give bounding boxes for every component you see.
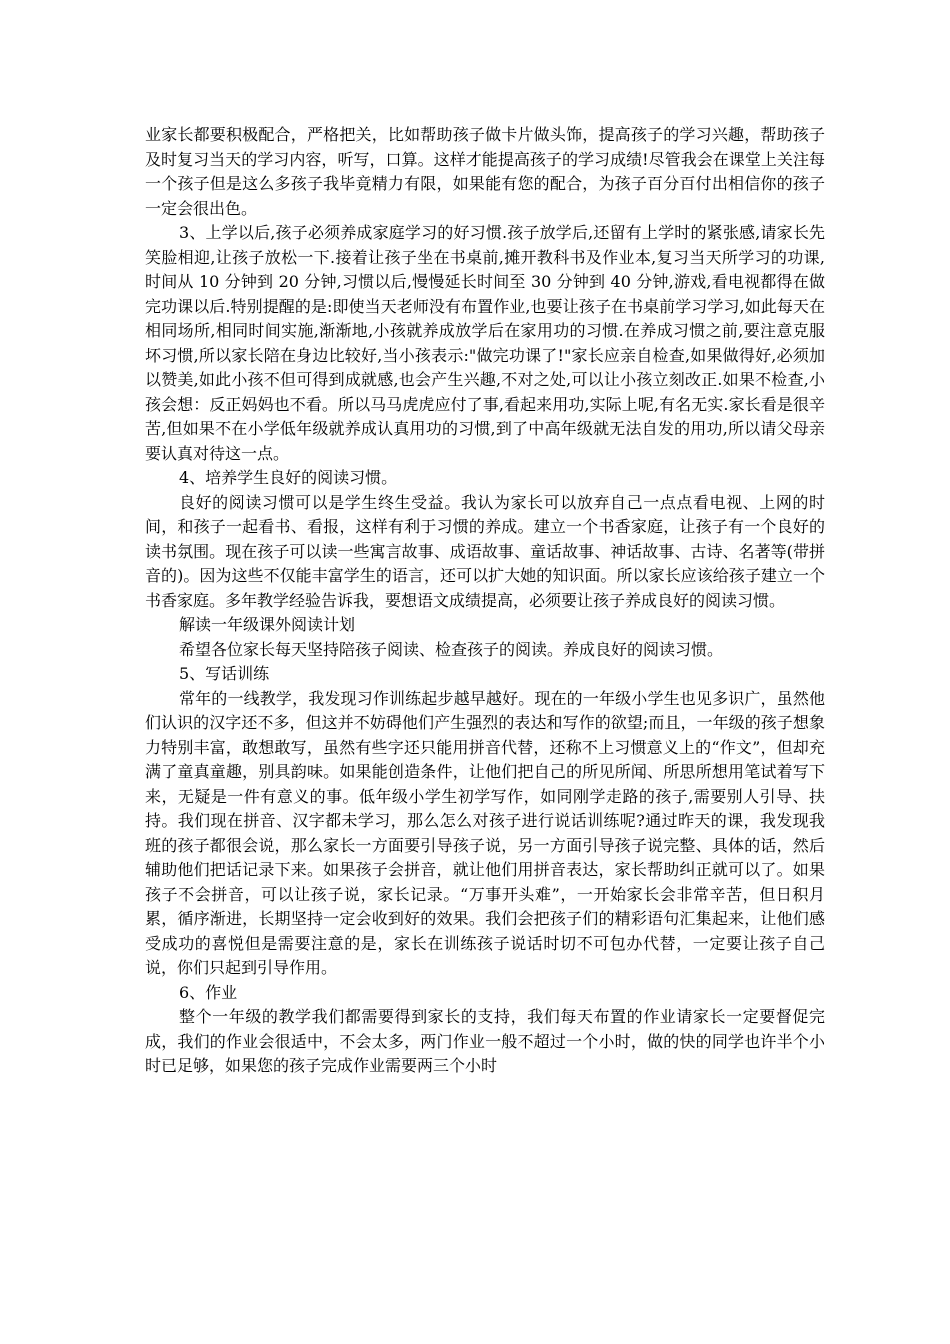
- section-heading-homework: 6、作业: [179, 982, 238, 1002]
- paragraph-writing-training: 常年的一线教学，我发现习作训练起步越早越好。现在的一年级小学生也见多识广，虽然他们认识的汉字还不多，但这并不妨碍他们产生强烈的表达和写作的欲望;而且，一年级的孩子想象力特别丰富，敢想敢写，虽然有些字还只能用拼音代替，还称不上习惯意义上的“作文”，但却充满了童真童趣，别具韵味。如果能创造条件，让他们把自己的所见所闻、所思所想用笔试着写下来，无疑是一件有意义的事。低年级小学生初学写作，如同刚学走路的孩子,需要别人引导、扶持。我们现在拼音、汉字都未学习，那么怎么对孩子进行说话训练呢?通过昨天的课，我发现我班的孩子都很会说，那么家长一方面要引导孩子说，另一方面引导孩子说完整、具体的话，然后辅助他们把话记录下来。如果孩子会拼音，就让他们用拼音表达，家长帮助纠正就可以了。如果孩子不会拼音，可以让孩子说，家长记录。“万事开头难”，一开始家长会非常辛苦，但日积月累，循序渐进，长期坚持一定会收到好的效果。我们会把孩子们的精彩语句汇集起来，让他们感受成功的喜悦但是需要注意的是，家长在训练孩子说话时切不可包办代替，一定要让孩子自己说，你们只起到引导作用。: [145, 688, 825, 977]
- paragraph-home-study-habit: 3、上学以后,孩子必须养成家庭学习的好习惯.孩子放学后,还留有上学时的紧张感,请家长先笑脸相迎,让孩子放松一下.接着让孩子坐在书桌前,摊开教科书及作业本,复习当天所学习的功课,时间从 10 分钟到 20 分钟,习惯以后,慢慢延长时间至 30 分钟到 40 分钟,游戏,看电视都得在做完功课以后.特别提醒的是:即使当天老师没有布置作业,也要让孩子在书桌前学习学习,如此每天在相同场所,相同时间实施,渐渐地,小孩就养成放学后在家用功的习惯.在养成习惯之前,要注意克服坏习惯,所以家长陪在身边比较好,当小孩表示:"做完功课了!"家长应亲自检查,如果做得好,必须加以赞美,如此小孩不但可得到成就感,也会产生兴趣,不对之处,可以让小孩立刻改正.如果不检查,小孩会想：反正妈妈也不看。所以马马虎虎应付了事,看起来用功,实际上呢,有名无实.家长看是很辛苦,但如果不在小学低年级就养成认真用功的习惯,到了中高年级就无法自发的用功,所以请父母亲要认真对待这一点。: [145, 223, 825, 463]
- section-heading-reading-habit: 4、培养学生良好的阅读习惯。: [179, 468, 398, 487]
- paragraph-reading-habit: 良好的阅读习惯可以是学生终生受益。我认为家长可以放弃自己一点点看电视、上网的时间，和孩子一起看书、看报，这样有利于习惯的养成。建立一个书香家庭，让孩子有一个良好的读书氛围。现在孩子可以读一些寓言故事、成语故事、童话故事、神话故事、古诗、名著等(带拼音的)。因为这些不仅能丰富学生的语言，还可以扩大她的知识面。所以家长应该给孩子建立一个书香家庭。多年教学经验告诉我，要想语文成绩提高，必须要让孩子养成良好的阅读习惯。: [145, 492, 825, 610]
- section-heading-writing-training: 5、写话训练: [179, 664, 270, 683]
- paragraph-homework: 整个一年级的教学我们都需要得到家长的支持，我们每天布置的作业请家长一定要督促完成，我们的作业会很适中，不会太多，两门作业一般不超过一个小时，做的快的同学也许半个小时已足够，如果您的孩子完成作业需要两三个小时: [145, 1007, 825, 1075]
- paragraph-reading-plan: 希望各位家长每天坚持陪孩子阅读、检查孩子的阅读。养成良好的阅读习惯。: [179, 639, 724, 659]
- document-body: [145, 123, 825, 1079]
- paragraph-parent-cooperation: 业家长都要积极配合，严格把关，比如帮助孩子做卡片做头饰，提高孩子的学习兴趣，帮助孩子及时复习当天的学习内容，听写，口算。这样才能提高孩子的学习成绩!尽管我会在课堂上关注每一个孩子但是这么多孩子我毕竟精力有限，如果能有您的配合，为孩子百分百付出相信你的孩子一定会很出色。: [145, 125, 825, 218]
- section-heading-reading-plan: 解读一年级课外阅读计划: [179, 615, 356, 634]
